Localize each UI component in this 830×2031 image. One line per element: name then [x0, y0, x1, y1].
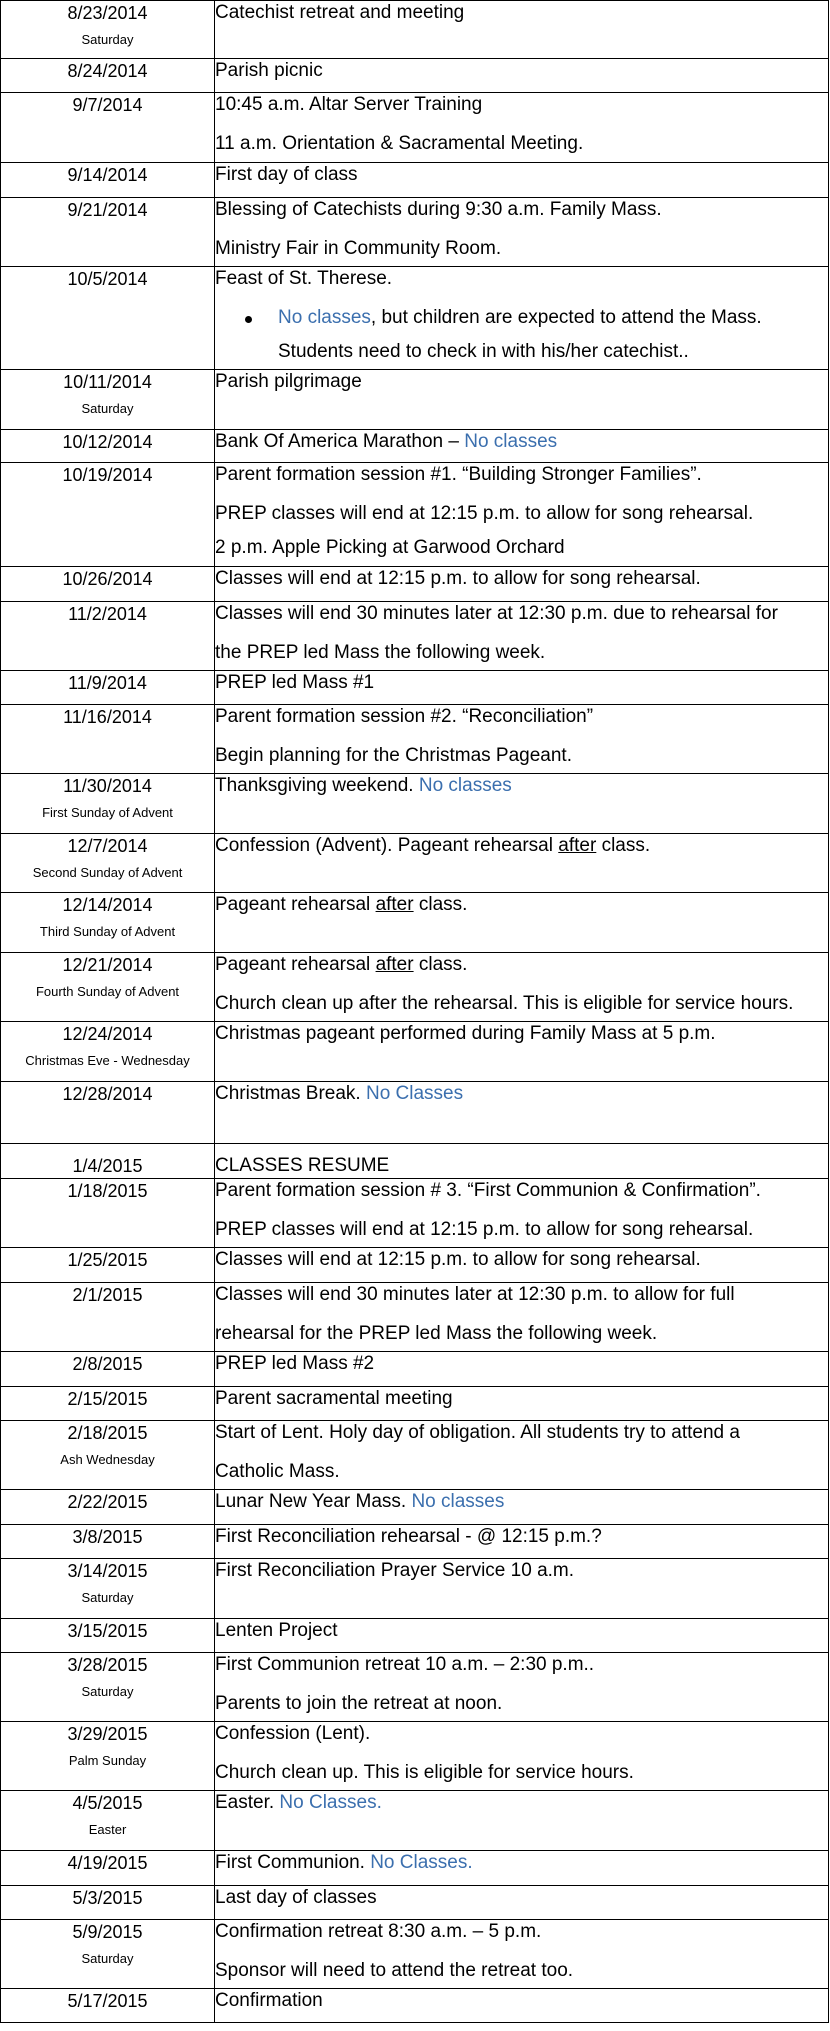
- date-note: Saturday: [81, 1951, 134, 1966]
- date-cell: [1, 430, 215, 463]
- schedule-row: [1, 1022, 829, 1082]
- description-cell: [215, 1559, 829, 1619]
- description-text: Easter.: [215, 1792, 280, 1813]
- event-date: 10/12/2014: [62, 432, 153, 452]
- event-date: 10/5/2014: [67, 269, 148, 289]
- schedule-row: [1, 1387, 829, 1421]
- event-date: 9/21/2014: [67, 200, 148, 220]
- date-cell: [1, 1619, 215, 1653]
- date-note: Christmas Eve - Wednesday: [25, 1053, 190, 1068]
- date-cell: [1, 1144, 215, 1179]
- description-line: [215, 705, 828, 739]
- date-cell: [1, 953, 215, 1022]
- date-cell: [1, 163, 215, 198]
- date-cell: [1, 1283, 215, 1352]
- description-line: [215, 636, 828, 670]
- description-line: [215, 531, 828, 565]
- schedule-row: [1, 198, 829, 267]
- schedule-row: [1, 1989, 829, 2023]
- schedule-row: [1, 1082, 829, 1144]
- description-line: [215, 267, 828, 301]
- date-cell: [1, 1352, 215, 1387]
- description-cell: [215, 1, 829, 59]
- description-line: [215, 1954, 828, 1988]
- description-text: Lenten Project: [215, 1620, 338, 1641]
- description-text: Christmas pageant performed during Family Mass at 5 p.m.: [215, 1023, 716, 1044]
- description-line: [215, 1283, 828, 1317]
- schedule-row: [1, 463, 829, 567]
- event-date: 5/3/2015: [72, 1888, 143, 1908]
- event-date: 4/19/2015: [67, 1853, 148, 1873]
- description-line: [215, 301, 828, 335]
- description-text: First Communion.: [215, 1852, 371, 1873]
- description-cell: [215, 671, 829, 705]
- description-line: [215, 1653, 828, 1687]
- description-text: Last day of classes: [215, 1887, 377, 1908]
- description-cell: [215, 1791, 829, 1851]
- date-note: Third Sunday of Advent: [39, 924, 176, 939]
- description-cell: [215, 1989, 829, 2023]
- event-date: 3/8/2015: [72, 1527, 143, 1547]
- schedule-row: [1, 705, 829, 774]
- description-text: Thanksgiving weekend.: [215, 775, 419, 796]
- description-cell: [215, 1525, 829, 1559]
- schedule-row: [1, 1619, 829, 1653]
- description-line: [215, 1490, 828, 1514]
- event-date: 2/22/2015: [67, 1492, 148, 1512]
- description-line: [215, 1756, 828, 1790]
- date-cell: [1, 671, 215, 705]
- description-line: [215, 198, 828, 232]
- description-text: Parent sacramental meeting: [215, 1388, 453, 1409]
- no-classes-text: No Classes.: [370, 1852, 473, 1873]
- date-cell: [1, 1022, 215, 1082]
- event-date: 12/24/2014: [62, 1024, 153, 1044]
- date-cell: [1, 893, 215, 953]
- description-line: [215, 602, 828, 636]
- event-date: 9/7/2014: [72, 95, 143, 115]
- description-line: [215, 463, 828, 497]
- description-text: Parent formation session #1. “Building Stronger Families”.: [215, 464, 702, 485]
- description-line: [215, 1559, 828, 1583]
- date-cell: [1, 1851, 215, 1886]
- description-line: [215, 1154, 828, 1178]
- event-date: 2/15/2015: [67, 1389, 148, 1409]
- description-line: [215, 1213, 828, 1247]
- underlined-text: after: [558, 835, 597, 856]
- date-cell: [1, 567, 215, 602]
- description-text: First Reconciliation rehearsal - @ 12:15 p.m.?: [215, 1526, 602, 1547]
- schedule-row: [1, 163, 829, 198]
- description-cell: [215, 602, 829, 671]
- description-line: [215, 1, 828, 25]
- description-cell: [215, 1490, 829, 1525]
- underlined-text: after: [375, 894, 414, 915]
- date-cell: [1, 1082, 215, 1144]
- schedule-row: [1, 1144, 829, 1179]
- description-line: [215, 567, 828, 591]
- date-cell: [1, 370, 215, 430]
- event-date: 11/9/2014: [68, 673, 147, 693]
- description-line: [215, 1082, 828, 1106]
- event-date: 12/14/2014: [62, 895, 153, 915]
- date-cell: [1, 267, 215, 370]
- schedule-row: [1, 1851, 829, 1886]
- description-line: [215, 232, 828, 266]
- date-cell: [1, 1722, 215, 1791]
- description-text: , but children are expected to attend the Mass.: [370, 307, 762, 328]
- schedule-row: [1, 1248, 829, 1283]
- date-cell: [1, 1653, 215, 1722]
- description-line: [215, 1886, 828, 1910]
- description-cell: [215, 774, 829, 834]
- schedule-row: [1, 1179, 829, 1248]
- description-line: [215, 1791, 828, 1815]
- schedule-row: [1, 93, 829, 163]
- description-line: [215, 1619, 828, 1643]
- date-cell: [1, 1559, 215, 1619]
- description-line: [215, 1525, 828, 1549]
- description-line: [215, 1421, 828, 1455]
- description-cell: [215, 1387, 829, 1421]
- description-text: Confession (Advent). Pageant rehearsal: [215, 835, 559, 856]
- description-text: class.: [413, 894, 468, 915]
- description-cell: [215, 1144, 829, 1179]
- date-cell: [1, 1387, 215, 1421]
- description-text: Begin planning for the Christmas Pageant.: [215, 745, 572, 766]
- description-line: [215, 1687, 828, 1721]
- description-cell: [215, 834, 829, 893]
- description-line: [215, 1352, 828, 1376]
- description-text: Parent formation session #2. “Reconciliation”: [215, 706, 594, 727]
- date-note: Saturday: [81, 32, 134, 47]
- description-text: class.: [596, 835, 651, 856]
- description-text: Parent formation session # 3. “First Communion & Confirmation”.: [215, 1180, 761, 1201]
- schedule-row: [1, 953, 829, 1022]
- description-text: Church clean up after the rehearsal. This is eligible for service hours.: [215, 993, 794, 1014]
- description-text: Parish picnic: [215, 60, 323, 81]
- description-line: [215, 370, 828, 394]
- description-line: [215, 1989, 828, 2013]
- event-date: 11/16/2014: [63, 707, 152, 727]
- schedule-row: [1, 430, 829, 463]
- no-classes-text: No classes: [278, 307, 371, 328]
- description-text: PREP classes will end at 12:15 p.m. to allow for song rehearsal.: [215, 1219, 754, 1240]
- description-line: [215, 774, 828, 798]
- schedule-row: [1, 1352, 829, 1387]
- description-cell: [215, 198, 829, 267]
- description-line: [215, 1722, 828, 1756]
- description-text: Sponsor will need to attend the retreat too.: [215, 1960, 574, 1981]
- description-text: Students need to check in with his/her catechist..: [278, 341, 689, 362]
- date-note: Easter: [88, 1822, 127, 1837]
- schedule-row: [1, 1886, 829, 1920]
- description-cell: [215, 1722, 829, 1791]
- schedule-row: [1, 59, 829, 93]
- date-note: Saturday: [81, 1684, 134, 1699]
- description-line: [215, 59, 828, 83]
- description-line: [215, 1387, 828, 1411]
- description-text: First day of class: [215, 164, 358, 185]
- description-cell: [215, 59, 829, 93]
- description-text: Confession (Lent).: [215, 1723, 371, 1744]
- description-cell: [215, 1179, 829, 1248]
- event-date: 3/14/2015: [67, 1561, 148, 1581]
- event-date: 12/7/2014: [67, 836, 148, 856]
- description-text: Start of Lent. Holy day of obligation. All students try to attend a: [215, 1422, 740, 1443]
- date-cell: [1, 834, 215, 893]
- date-note: Saturday: [81, 401, 134, 416]
- description-cell: [215, 1653, 829, 1722]
- description-text: Pageant rehearsal: [215, 954, 376, 975]
- date-cell: [1, 1886, 215, 1920]
- date-cell: [1, 463, 215, 567]
- description-text: 2 p.m. Apple Picking at Garwood Orchard: [215, 537, 565, 558]
- description-cell: [215, 1920, 829, 1989]
- date-note: Ash Wednesday: [60, 1452, 155, 1467]
- event-date: 5/9/2015: [72, 1922, 143, 1942]
- date-cell: [1, 1525, 215, 1559]
- description-line: [215, 93, 828, 127]
- date-cell: [1, 1421, 215, 1490]
- bullet-icon: [245, 316, 252, 323]
- description-text: Bank Of America Marathon –: [215, 431, 465, 452]
- description-cell: [215, 370, 829, 430]
- description-text: 11 a.m. Orientation & Sacramental Meeting.: [215, 133, 584, 154]
- date-note: First Sunday of Advent: [42, 805, 173, 820]
- date-cell: [1, 774, 215, 834]
- event-date: 10/11/2014: [63, 372, 152, 392]
- description-text: Parents to join the retreat at noon.: [215, 1693, 503, 1714]
- description-line: [215, 953, 828, 987]
- event-date: 2/1/2015: [72, 1285, 143, 1305]
- no-classes-text: No classes: [411, 1491, 505, 1512]
- schedule-row: [1, 1653, 829, 1722]
- date-note: Saturday: [81, 1590, 134, 1605]
- date-cell: [1, 1248, 215, 1283]
- description-text: Confirmation retreat 8:30 a.m. – 5 p.m.: [215, 1921, 542, 1942]
- description-text: 10:45 a.m. Altar Server Training: [215, 94, 483, 115]
- description-cell: [215, 705, 829, 774]
- schedule-row: [1, 774, 829, 834]
- schedule-row: [1, 1791, 829, 1851]
- event-date: 9/14/2014: [67, 165, 148, 185]
- description-text: Classes will end 30 minutes later at 12:30 p.m. due to rehearsal for: [215, 603, 778, 624]
- description-text: Catechist retreat and meeting: [215, 2, 465, 23]
- description-line: [215, 671, 828, 695]
- description-line: [215, 163, 828, 187]
- description-text: PREP led Mass #2: [215, 1353, 375, 1374]
- date-cell: [1, 1989, 215, 2023]
- date-cell: [1, 1179, 215, 1248]
- event-date: 11/30/2014: [63, 776, 152, 796]
- description-text: Parish pilgrimage: [215, 371, 362, 392]
- date-cell: [1, 198, 215, 267]
- event-date: 12/21/2014: [62, 955, 153, 975]
- schedule-row: [1, 370, 829, 430]
- underlined-text: after: [375, 954, 414, 975]
- description-cell: [215, 1886, 829, 1920]
- schedule-row: [1, 1559, 829, 1619]
- description-line: [215, 987, 828, 1021]
- schedule-body: [1, 1, 829, 2023]
- description-line: [215, 1022, 828, 1046]
- description-cell: [215, 463, 829, 567]
- date-cell: [1, 1490, 215, 1525]
- schedule-row: [1, 1283, 829, 1352]
- description-text: Church clean up. This is eligible for service hours.: [215, 1762, 634, 1783]
- event-date: 1/25/2015: [67, 1250, 148, 1270]
- date-cell: [1, 1920, 215, 1989]
- date-cell: [1, 1791, 215, 1851]
- description-line: [215, 430, 828, 454]
- event-date: 10/19/2014: [62, 465, 153, 485]
- description-cell: [215, 430, 829, 463]
- description-text: First Communion retreat 10 a.m. – 2:30 p.m..: [215, 1654, 595, 1675]
- description-cell: [215, 93, 829, 163]
- event-date: 11/2/2014: [68, 604, 147, 624]
- description-cell: [215, 1851, 829, 1886]
- description-cell: [215, 1248, 829, 1283]
- event-date: 12/28/2014: [62, 1084, 153, 1104]
- no-classes-text: No classes: [418, 775, 512, 796]
- description-text: First Reconciliation Prayer Service 10 a.m.: [215, 1560, 575, 1581]
- description-cell: [215, 163, 829, 198]
- event-date: 10/26/2014: [62, 569, 153, 589]
- description-text: PREP led Mass #1: [215, 672, 375, 693]
- schedule-row: [1, 1920, 829, 1989]
- event-date: 1/18/2015: [67, 1181, 148, 1201]
- event-date: 2/8/2015: [72, 1354, 143, 1374]
- description-cell: [215, 1619, 829, 1653]
- description-cell: [215, 1421, 829, 1490]
- description-text: Blessing of Catechists during 9:30 a.m. Family Mass.: [215, 199, 662, 220]
- description-line: [215, 335, 828, 369]
- schedule-row: [1, 267, 829, 370]
- event-date: 3/15/2015: [67, 1621, 148, 1641]
- no-classes-text: No Classes.: [279, 1792, 382, 1813]
- date-note: Fourth Sunday of Advent: [35, 984, 180, 999]
- description-text: CLASSES RESUME: [215, 1155, 390, 1176]
- description-cell: [215, 1283, 829, 1352]
- description-text: Lunar New Year Mass.: [215, 1491, 412, 1512]
- event-date: 2/18/2015: [67, 1423, 148, 1443]
- description-text: rehearsal for the PREP led Mass the following week.: [215, 1323, 658, 1344]
- schedule-row: [1, 602, 829, 671]
- event-date: 5/17/2015: [67, 1991, 148, 2011]
- description-text: Classes will end at 12:15 p.m. to allow for song rehearsal.: [215, 568, 701, 589]
- description-line: [215, 127, 828, 161]
- schedule-row: [1, 1525, 829, 1559]
- description-line: [215, 834, 828, 858]
- schedule-row: [1, 671, 829, 705]
- description-cell: [215, 1022, 829, 1082]
- description-text: the PREP led Mass the following week.: [215, 642, 546, 663]
- event-date: 3/28/2015: [67, 1655, 148, 1675]
- description-cell: [215, 953, 829, 1022]
- event-date: 3/29/2015: [67, 1724, 148, 1744]
- description-text: Classes will end 30 minutes later at 12:30 p.m. to allow for full: [215, 1284, 735, 1305]
- schedule-row: [1, 567, 829, 602]
- description-text: Confirmation: [215, 1990, 323, 2011]
- date-cell: [1, 602, 215, 671]
- description-cell: [215, 1082, 829, 1144]
- description-line: [215, 1851, 828, 1875]
- date-note: Palm Sunday: [68, 1753, 147, 1768]
- no-classes-text: No Classes: [365, 1083, 464, 1104]
- date-note: Second Sunday of Advent: [32, 865, 183, 880]
- description-cell: [215, 567, 829, 602]
- description-text: Ministry Fair in Community Room.: [215, 238, 502, 259]
- description-text: PREP classes will end at 12:15 p.m. to allow for song rehearsal.: [215, 503, 754, 524]
- description-line: [215, 1920, 828, 1954]
- description-text: class.: [413, 954, 468, 975]
- event-date: 1/4/2015: [72, 1156, 143, 1176]
- description-line: [215, 1317, 828, 1351]
- date-cell: [1, 93, 215, 163]
- description-line: [215, 1248, 828, 1272]
- description-text: Catholic Mass.: [215, 1461, 340, 1482]
- event-date: 8/24/2014: [67, 61, 148, 81]
- schedule-row: [1, 893, 829, 953]
- event-date: 8/23/2014: [67, 3, 148, 23]
- event-date: 4/5/2015: [72, 1793, 143, 1813]
- schedule-row: [1, 1490, 829, 1525]
- date-cell: [1, 1, 215, 59]
- description-line: [215, 1179, 828, 1213]
- date-cell: [1, 705, 215, 774]
- bullet-text: [245, 307, 762, 328]
- description-cell: [215, 267, 829, 370]
- description-text: Feast of St. Therese.: [215, 268, 393, 289]
- schedule-row: [1, 1722, 829, 1791]
- date-cell: [1, 59, 215, 93]
- description-text: Classes will end at 12:15 p.m. to allow for song rehearsal.: [215, 1249, 701, 1270]
- description-line: [215, 893, 828, 917]
- description-line: [215, 1455, 828, 1489]
- description-text: Pageant rehearsal: [215, 894, 376, 915]
- schedule-row: [1, 1, 829, 59]
- schedule-row: [1, 834, 829, 893]
- description-line: [215, 739, 828, 773]
- description-cell: [215, 1352, 829, 1387]
- schedule-row: [1, 1421, 829, 1490]
- description-cell: [215, 893, 829, 953]
- no-classes-text: No classes: [464, 431, 558, 452]
- description-text: Christmas Break.: [215, 1083, 366, 1104]
- description-line: [215, 497, 828, 531]
